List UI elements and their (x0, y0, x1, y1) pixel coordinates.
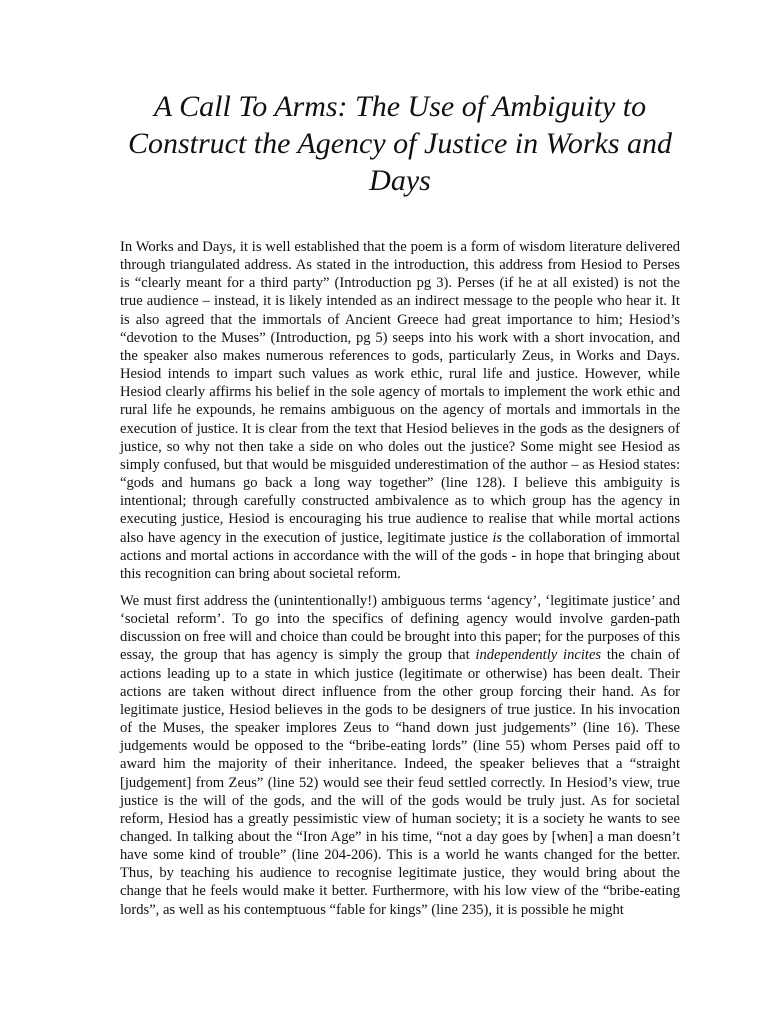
paragraph-emphasis: independently incites (475, 647, 602, 664)
document-title: A Call To Arms: The Use of Ambiguity to Construct the Agency of Justice in Works and Days (127, 90, 673, 197)
paragraph (120, 238, 680, 583)
paragraph (120, 592, 680, 919)
paragraph-text: the collaboration of immortal actions and mortal actions in accordance with the will of the gods - in hope that bringing about this recognition can bring about societal reform. (120, 529, 680, 582)
paragraph-text: the chain of actions leading up to a state in which justice (legitimate or otherwise) has been dealt. Their actions are taken without direct influence from the other group forcing their hand. As for legitimate justice, Hesiod believes in the gods to be designers of true justice. In his invocation of the Muses, the speaker implores Zeus to “hand down just judgements” (line 16). These judgements would be opposed to the “bribe-eating lords” (line 55) whom Perses paid off to award him the majority of their inheritance. Indeed, the speaker believes that a “straight [judgement] from Zeus” (line 52) would see their feud settled correctly. In Hesiod’s view, true justice is the will of the gods, and the will of the gods would be truly just. As for societal reform, Hesiod has a greatly pessimistic view of human society; it is a society he wants to see changed. In talking about the “Iron Age” in his time, “not a day goes by [when] a man doesn’t have some kind of trouble” (line 204-206). This is a world he wants changed for the better. Thus, by teaching his audience to recognise legitimate justice, they would bring about the change that he feels would make it better. Furthermore, with his low view of the “bribe-eating lords”, as well as his contemptuous “fable for kings” (line 235), it is possible he might (120, 647, 680, 918)
paragraph-text: In Works and Days, it is well established that the poem is a form of wisdom literature delivered through triangulated address. As stated in the introduction, this address from Hesiod to Perses is “clearly meant for a third party” (Introduction pg 3). Perses (if he at all existed) is not the true audience – instead, it is likely intended as an indirect message to the people who hear it. It is also agreed that the immortals of Ancient Greece had great importance to him; Hesiod’s “devotion to the Muses” (Introduction, pg 5) seeps into his work with a short invocation, and the speaker also makes numerous references to gods, particularly Zeus, in Works and Days. Hesiod intends to impart such values as work ethic, rural life and justice. However, while Hesiod clearly affirms his belief in the sole agency of mortals to implement the work ethic and rural life he expounds, he remains ambiguous on the agency of mortals and immortals in the execution of justice. It is clear from the text that Hesiod believes in the gods as the designers of justice, so why not then take a side on who doles out the justice? Some might see Hesiod as simply confused, but that would be misguided underestimation of the author – as Hesiod states: “gods and humans go back a long way together” (line 128). I believe this ambiguity is intentional; through carefully constructed ambivalence as to which group has the agency in executing justice, Hesiod is encouraging his true audience to realise that while mortal actions also have agency in the execution of justice, legitimate justice (120, 239, 680, 546)
paragraph-emphasis: is (492, 529, 503, 546)
paragraph-text: We must first address the (unintentionally!) ambiguous terms ‘agency’, ‘legitimate justice’ and ‘societal reform’. To go into the specifics of defining agency would involve garden-path discussion on free will and choice than could be brought into this paper; for the purposes of this essay, the group that has agency is simply the group that (120, 592, 680, 664)
document-body (120, 238, 680, 919)
